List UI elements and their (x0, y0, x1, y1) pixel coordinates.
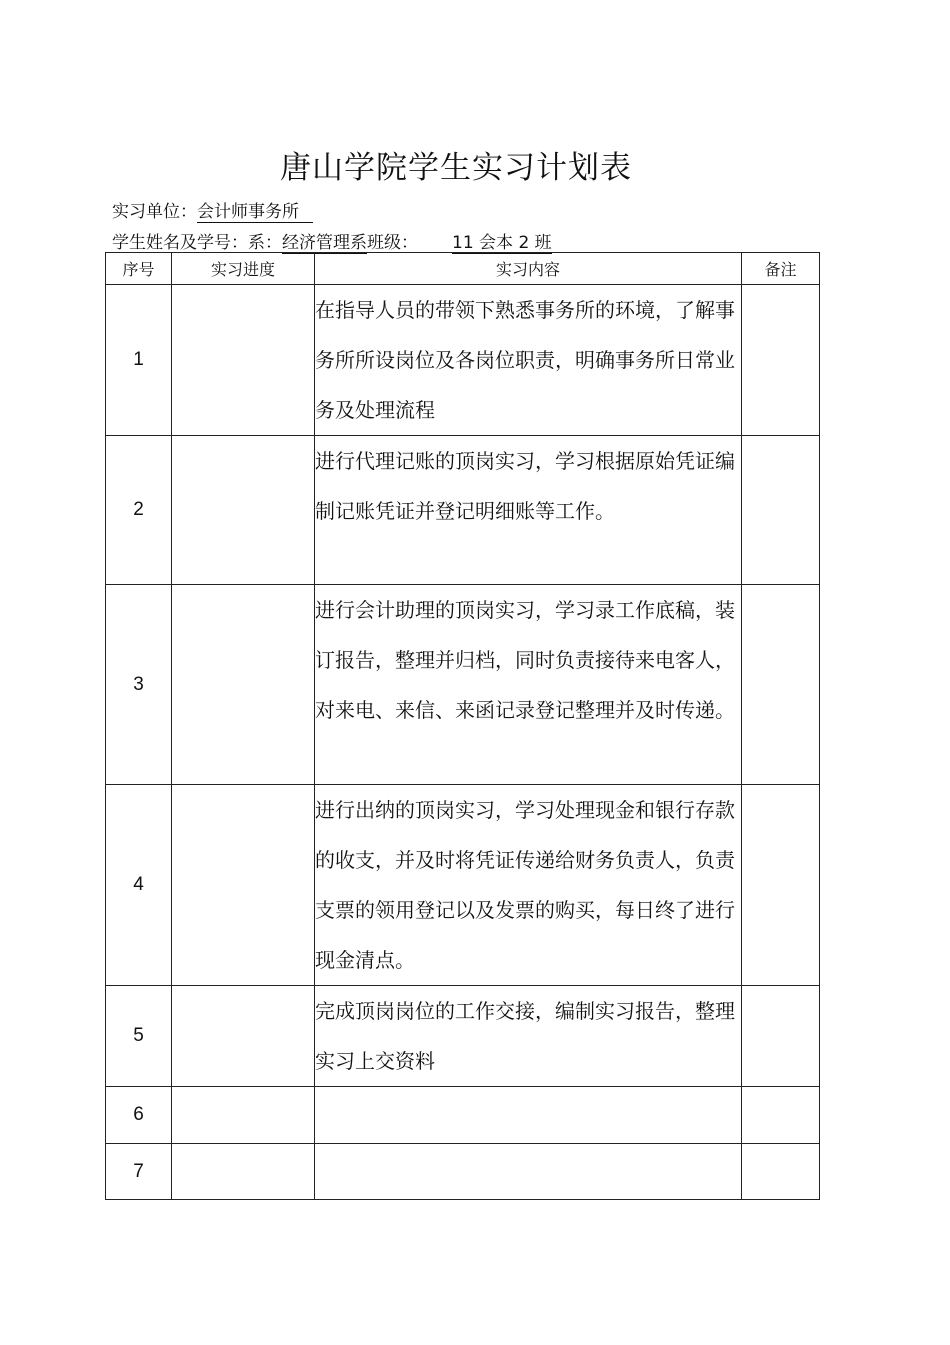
student-label: 学生姓名及学号：系： (112, 233, 282, 253)
row-content: 进行出纳的顶岗实习，学习处理现金和银行存款的收支，并及时将凭证传递给财务负责人，负责支票的领用登记以及发票的购买，每日终了进行现金清点。 (315, 785, 742, 986)
table-row (106, 1144, 820, 1200)
row-progress (172, 986, 315, 1087)
header-seq: 序号 (106, 253, 172, 285)
row-progress (172, 1144, 315, 1200)
plan-table (105, 252, 820, 1200)
row-content: 完成顶岗岗位的工作交接，编制实习报告，整理实习上交资料 (315, 986, 742, 1087)
table-row (106, 285, 820, 436)
class-value: 11 会本 2 班 (452, 233, 552, 253)
row-content (315, 1144, 742, 1200)
row-seq: 7 (106, 1144, 172, 1200)
class-label: 班级： (367, 233, 418, 253)
unit-value: 会计师事务所 (197, 202, 313, 223)
row-progress (172, 585, 315, 785)
row-remark (742, 1087, 820, 1144)
row-remark (742, 285, 820, 436)
unit-label: 实习单位： (112, 202, 197, 222)
row-seq: 3 (106, 585, 172, 785)
table-row (106, 436, 820, 585)
row-seq: 2 (106, 436, 172, 585)
row-content: 进行代理记账的顶岗实习，学习根据原始凭证编制记账凭证并登记明细账等工作。 (315, 436, 742, 585)
row-seq: 5 (106, 986, 172, 1087)
row-progress (172, 785, 315, 986)
row-remark (742, 1144, 820, 1200)
table-row (106, 585, 820, 785)
table-header-row (106, 253, 820, 285)
table-row (106, 1087, 820, 1144)
table-row (106, 986, 820, 1087)
row-progress (172, 1087, 315, 1144)
page-title: 唐山学院学生实习计划表 (280, 150, 632, 186)
header-remark: 备注 (742, 253, 820, 285)
table-row (106, 785, 820, 986)
row-seq: 4 (106, 785, 172, 986)
row-remark (742, 585, 820, 785)
header-progress: 实习进度 (172, 253, 315, 285)
row-remark (742, 785, 820, 986)
row-content: 在指导人员的带领下熟悉事务所的环境，了解事务所所设岗位及各岗位职责，明确事务所日常业务及处理流程 (315, 285, 742, 436)
row-remark (742, 436, 820, 585)
student-line (112, 228, 552, 254)
unit-line (112, 197, 313, 223)
row-progress (172, 285, 315, 436)
row-seq: 1 (106, 285, 172, 436)
row-content: 进行会计助理的顶岗实习，学习录工作底稿，装订报告，整理并归档，同时负责接待来电客人，对来电、来信、来函记录登记整理并及时传递。 (315, 585, 742, 785)
header-content: 实习内容 (315, 253, 742, 285)
row-content (315, 1087, 742, 1144)
row-seq: 6 (106, 1087, 172, 1144)
row-progress (172, 436, 315, 585)
row-remark (742, 986, 820, 1087)
department-value: 经济管理系 (282, 233, 367, 253)
